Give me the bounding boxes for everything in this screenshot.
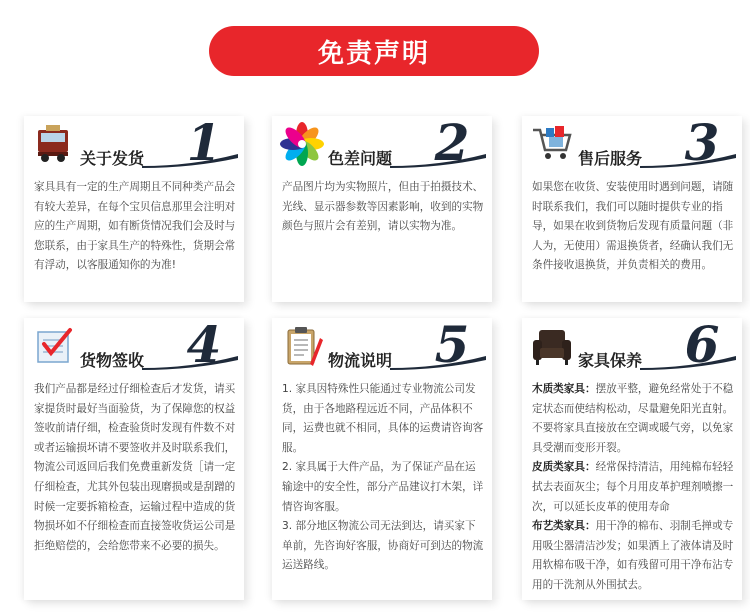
- card-header: [24, 315, 244, 374]
- card-paragraph: 如果您在收货、安装使用时遇到问题，请随时联系我们，我们可以随时提供专业的指导，如果在收到货物后发现有质量问题（非人为，无使用）需退换货者，经确认我们无条件接收退换货，并负责相关的费用。: [532, 181, 734, 272]
- care-section-wood: [532, 380, 734, 458]
- card-title: 色差问题: [328, 149, 393, 168]
- card-body: [532, 380, 734, 596]
- card-paragraph: 2. 家具属于大件产品，为了保证产品在运输途中的安全性，部分产品建议打木架，详情咨询客服。: [282, 461, 484, 513]
- card-body: [282, 178, 484, 237]
- card-number: 4: [186, 315, 222, 374]
- card-maintenance: [522, 315, 742, 600]
- card-header: [24, 113, 244, 172]
- card-paragraph: 3. 部分地区物流公司无法到达，请买家下单前，先咨询好客服，协商好可到达的物流运送路线。: [282, 520, 484, 572]
- armchair-icon: [530, 324, 574, 368]
- section-text: 经常保持清洁，用纯棉布轻轻拭去表面灰尘；每个月用皮革护理剂喷擦一次，可以延长皮革的使用寿命: [532, 461, 734, 513]
- care-section-leather: [532, 458, 734, 517]
- section-label: 木质类家具：: [532, 383, 596, 395]
- card-after-sales: [522, 113, 742, 302]
- card-receipt: [24, 315, 244, 600]
- card-title: 物流说明: [328, 351, 393, 370]
- card-paragraph: 产品图片均为实物照片，但由于拍摄技术、光线、显示器参数等因素影响，收到的实物颜色与照片会有差别，请以实物为准。: [282, 181, 484, 233]
- card-paragraph: 家具具有一定的生产周期且不同种类产品会有较大差异，在每个宝贝信息那里会注明对应的生产周期，如有断货情况我们会及时与您联系，由于家具生产的特殊性，货期会常有浮动，以客服通知你的为准!: [34, 181, 236, 272]
- card-title: 货物签收: [80, 351, 145, 370]
- card-title: 关于发货: [80, 149, 145, 168]
- card-logistics: [272, 315, 492, 600]
- card-header: [522, 315, 742, 374]
- card-paragraph: 1. 家具因特殊性只能通过专业物流公司发货，由于各地路程远近不同，产品体积不同，运费也就不相同，具体的运费请咨询客服。: [282, 383, 484, 454]
- care-section-fabric: [532, 517, 734, 595]
- card-number: 3: [684, 113, 720, 172]
- disclaimer-banner: [209, 26, 539, 76]
- card-body: [282, 380, 484, 576]
- card-header: [272, 315, 492, 374]
- delivery-truck-icon: [32, 122, 76, 166]
- section-label: 布艺类家具：: [532, 520, 596, 533]
- card-number: 2: [434, 113, 470, 172]
- card-number: 1: [186, 113, 222, 172]
- card-number: 5: [434, 315, 470, 374]
- section-label: 皮质类家具：: [532, 461, 596, 474]
- card-body: [34, 178, 236, 276]
- checklist-icon: [32, 324, 76, 368]
- card-title: 家具保养: [578, 351, 643, 370]
- card-header: [272, 113, 492, 172]
- card-paragraph: 我们产品都是经过仔细检查后才发货，请买家提货时最好当面验货，为了保障您的权益签收前请仔细，检查验货时发现有件数不对或者运输损坏请不要签收并及时联系我们，物流公司返回后我们免费重新发货［请一定仔细检查，尤其外包装出现磨损或是刮蹭的时候一定要拆箱检查，运输过程中造成的货物损坏如不仔细检查而直接签收货运公司是拒绝赔偿的，会给您带来不必要的损失。: [34, 383, 236, 552]
- section-text: 用干净的棉布、羽制毛掸或专用吸尘器清洁沙发；如果洒上了液体请及时用软棉布吸干净，如有残留可用干净布沾专用的干洗剂从外围拭去。: [532, 520, 734, 591]
- color-wheel-icon: [280, 122, 324, 166]
- card-body: [34, 380, 236, 556]
- banner-title: 免责声明: [317, 38, 430, 69]
- card-body: [532, 178, 734, 276]
- clipboard-icon: [280, 324, 324, 368]
- card-title: 售后服务: [578, 149, 643, 168]
- section-text: 摆放平整，避免经常处于不稳定状态而使结构松动，尽量避免阳光直射。不要将家具直接放在空调或暖气旁，以免家具受潮而变形开裂。: [532, 383, 734, 454]
- shopping-cart-icon: [530, 122, 574, 166]
- card-header: [522, 113, 742, 172]
- card-color-difference: [272, 113, 492, 302]
- card-number: 6: [684, 315, 720, 374]
- card-shipping: [24, 113, 244, 302]
